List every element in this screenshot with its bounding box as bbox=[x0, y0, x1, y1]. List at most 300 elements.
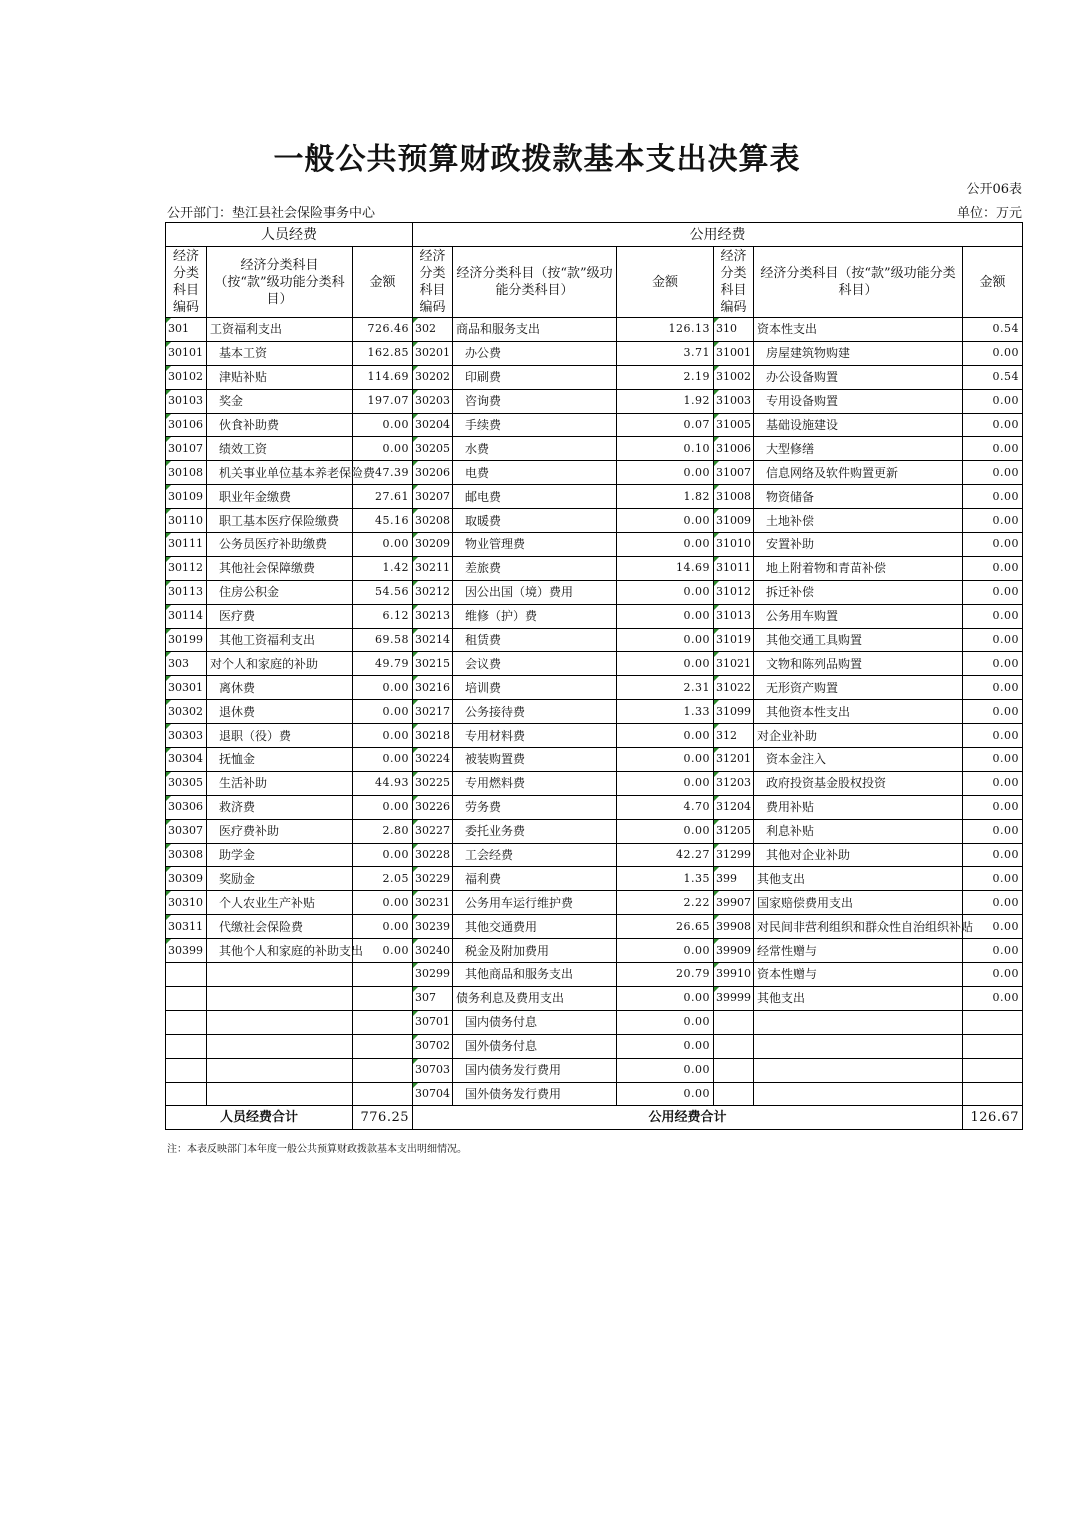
code-cell: 30306 bbox=[166, 795, 207, 819]
amount-cell: 0.00 bbox=[963, 939, 1023, 963]
code-cell bbox=[166, 1058, 207, 1082]
item-name-cell bbox=[207, 1034, 353, 1058]
code-cell: 31012 bbox=[714, 580, 754, 604]
item-name-cell: 工会经费 bbox=[453, 843, 617, 867]
amount-cell: 0.00 bbox=[617, 461, 714, 485]
amount-cell: 0.00 bbox=[963, 771, 1023, 795]
code-cell: 303 bbox=[166, 652, 207, 676]
amount-cell: 0.00 bbox=[617, 652, 714, 676]
item-name-cell: 个人农业生产补贴 bbox=[207, 891, 353, 915]
item-name-cell: 职工基本医疗保险缴费 bbox=[207, 509, 353, 533]
amount-cell: 0.00 bbox=[617, 580, 714, 604]
item-name-cell: 医疗费补助 bbox=[207, 819, 353, 843]
item-name-cell: 办公设备购置 bbox=[754, 365, 963, 389]
amount-cell: 49.79 bbox=[353, 652, 413, 676]
amount-cell: 0.00 bbox=[617, 748, 714, 772]
table-row bbox=[166, 963, 1023, 987]
code-cell: 30702 bbox=[413, 1034, 453, 1058]
amount-cell: 0.00 bbox=[617, 533, 714, 557]
amount-cell: 20.79 bbox=[617, 963, 714, 987]
item-name-cell bbox=[207, 1082, 353, 1106]
amount-cell: 0.00 bbox=[353, 891, 413, 915]
code-cell: 31022 bbox=[714, 676, 754, 700]
expenditure-table bbox=[165, 222, 1023, 1130]
amount-cell: 0.00 bbox=[617, 1082, 714, 1106]
item-name-cell: 其他资本性支出 bbox=[754, 700, 963, 724]
item-name-cell: 专用燃料费 bbox=[453, 771, 617, 795]
amount-cell: 0.00 bbox=[963, 604, 1023, 628]
code-cell: 31203 bbox=[714, 771, 754, 795]
amount-header: 金额 bbox=[617, 247, 714, 318]
amount-cell: 14.69 bbox=[617, 556, 714, 580]
item-name-cell: 住房公积金 bbox=[207, 580, 353, 604]
code-cell: 30309 bbox=[166, 867, 207, 891]
amount-cell: 0.00 bbox=[963, 819, 1023, 843]
personnel-header: 人员经费 bbox=[166, 223, 413, 247]
amount-cell: 0.00 bbox=[963, 389, 1023, 413]
amount-cell: 0.00 bbox=[963, 580, 1023, 604]
amount-cell: 0.00 bbox=[963, 676, 1023, 700]
code-cell: 30305 bbox=[166, 771, 207, 795]
amount-cell: 0.00 bbox=[353, 533, 413, 557]
item-name-cell: 退休费 bbox=[207, 700, 353, 724]
amount-cell: 0.00 bbox=[353, 437, 413, 461]
table-row bbox=[166, 389, 1023, 413]
code-cell: 30701 bbox=[413, 1010, 453, 1034]
code-cell bbox=[166, 1010, 207, 1034]
item-name-cell bbox=[207, 963, 353, 987]
name-header: 经济分类科目（按“款”级功能分类科目） bbox=[207, 247, 353, 318]
item-name-cell: 对企业补助 bbox=[754, 724, 963, 748]
unit-label: 单位：万元 bbox=[956, 206, 1022, 221]
amount-cell: 0.00 bbox=[617, 1058, 714, 1082]
amount-cell: 0.00 bbox=[353, 724, 413, 748]
amount-cell: 0.00 bbox=[963, 915, 1023, 939]
code-cell: 30204 bbox=[413, 413, 453, 437]
item-name-cell: 物资储备 bbox=[754, 485, 963, 509]
amount-cell: 0.00 bbox=[963, 556, 1023, 580]
item-name-cell bbox=[207, 1010, 353, 1034]
item-name-cell: 公务用车运行维护费 bbox=[453, 891, 617, 915]
code-cell: 30111 bbox=[166, 533, 207, 557]
amount-cell: 0.00 bbox=[617, 1010, 714, 1034]
item-name-cell: 土地补偿 bbox=[754, 509, 963, 533]
table-row bbox=[166, 509, 1023, 533]
item-name-cell: 商品和服务支出 bbox=[453, 318, 617, 342]
item-name-cell: 维修（护）费 bbox=[453, 604, 617, 628]
code-cell: 31013 bbox=[714, 604, 754, 628]
table-row bbox=[166, 580, 1023, 604]
name-header: 经济分类科目（按“款”级功能分类科目） bbox=[453, 247, 617, 318]
amount-cell: 0.00 bbox=[963, 748, 1023, 772]
item-name-cell: 对民间非营利组织和群众性自治组织补贴 bbox=[754, 915, 963, 939]
amount-cell bbox=[353, 963, 413, 987]
amount-cell: 6.12 bbox=[353, 604, 413, 628]
table-row bbox=[166, 533, 1023, 557]
amount-cell: 2.22 bbox=[617, 891, 714, 915]
code-cell: 31010 bbox=[714, 533, 754, 557]
code-cell: 302 bbox=[413, 318, 453, 342]
table-row bbox=[166, 485, 1023, 509]
amount-cell: 197.07 bbox=[353, 389, 413, 413]
item-name-cell: 会议费 bbox=[453, 652, 617, 676]
code-cell: 307 bbox=[413, 986, 453, 1010]
item-name-cell: 办公费 bbox=[453, 341, 617, 365]
item-name-cell: 专用设备购置 bbox=[754, 389, 963, 413]
item-name-cell: 其他交通工具购置 bbox=[754, 628, 963, 652]
amount-cell: 0.00 bbox=[963, 724, 1023, 748]
amount-cell: 0.00 bbox=[963, 485, 1023, 509]
item-name-cell: 政府投资基金股权投资 bbox=[754, 771, 963, 795]
amount-cell bbox=[353, 1082, 413, 1106]
amount-cell: 1.92 bbox=[617, 389, 714, 413]
code-cell: 30212 bbox=[413, 580, 453, 604]
amount-cell: 0.00 bbox=[617, 628, 714, 652]
amount-cell: 0.00 bbox=[353, 748, 413, 772]
amount-cell: 0.00 bbox=[617, 509, 714, 533]
code-cell: 31099 bbox=[714, 700, 754, 724]
item-name-cell: 公务用车购置 bbox=[754, 604, 963, 628]
item-name-cell: 大型修缮 bbox=[754, 437, 963, 461]
page-title: 一般公共预算财政拨款基本支出决算表 bbox=[273, 142, 801, 177]
item-name-cell: 邮电费 bbox=[453, 485, 617, 509]
public-total-value: 126.67 bbox=[963, 1106, 1023, 1130]
amount-header: 金额 bbox=[353, 247, 413, 318]
code-cell: 312 bbox=[714, 724, 754, 748]
code-cell: 30103 bbox=[166, 389, 207, 413]
item-name-cell: 差旅费 bbox=[453, 556, 617, 580]
amount-cell bbox=[353, 1010, 413, 1034]
amount-cell: 1.35 bbox=[617, 867, 714, 891]
code-cell: 31009 bbox=[714, 509, 754, 533]
code-cell bbox=[166, 963, 207, 987]
amount-cell: 1.42 bbox=[353, 556, 413, 580]
code-cell: 31021 bbox=[714, 652, 754, 676]
code-cell: 30199 bbox=[166, 628, 207, 652]
amount-cell: 0.07 bbox=[617, 413, 714, 437]
table-row bbox=[166, 1010, 1023, 1034]
amount-cell: 0.00 bbox=[963, 437, 1023, 461]
item-name-cell: 电费 bbox=[453, 461, 617, 485]
code-cell: 30211 bbox=[413, 556, 453, 580]
code-cell: 30228 bbox=[413, 843, 453, 867]
footnote: 注：本表反映部门本年度一般公共预算财政拨款基本支出明细情况。 bbox=[167, 1144, 467, 1155]
item-name-cell: 物业管理费 bbox=[453, 533, 617, 557]
amount-header: 金额 bbox=[963, 247, 1023, 318]
code-cell bbox=[166, 1082, 207, 1106]
code-cell: 31003 bbox=[714, 389, 754, 413]
code-cell: 30206 bbox=[413, 461, 453, 485]
amount-cell: 45.16 bbox=[353, 509, 413, 533]
table-row bbox=[166, 891, 1023, 915]
table-row bbox=[166, 986, 1023, 1010]
item-name-cell: 信息网络及软件购置更新 bbox=[754, 461, 963, 485]
code-cell bbox=[714, 1034, 754, 1058]
item-name-cell: 职业年金缴费 bbox=[207, 485, 353, 509]
table-row bbox=[166, 795, 1023, 819]
code-cell: 30303 bbox=[166, 724, 207, 748]
item-name-cell: 培训费 bbox=[453, 676, 617, 700]
item-name-cell: 债务利息及费用支出 bbox=[453, 986, 617, 1010]
amount-cell: 0.00 bbox=[963, 843, 1023, 867]
name-header: 经济分类科目（按“款”级功能分类科目） bbox=[754, 247, 963, 318]
table-row bbox=[166, 1034, 1023, 1058]
code-cell: 301 bbox=[166, 318, 207, 342]
code-cell: 30225 bbox=[413, 771, 453, 795]
item-name-cell: 其他支出 bbox=[754, 867, 963, 891]
code-cell: 30239 bbox=[413, 915, 453, 939]
amount-cell: 0.00 bbox=[963, 795, 1023, 819]
code-cell: 31204 bbox=[714, 795, 754, 819]
item-name-cell: 公务接待费 bbox=[453, 700, 617, 724]
code-cell: 30213 bbox=[413, 604, 453, 628]
item-name-cell: 资本性支出 bbox=[754, 318, 963, 342]
code-cell: 30301 bbox=[166, 676, 207, 700]
code-cell: 30202 bbox=[413, 365, 453, 389]
amount-cell: 0.00 bbox=[353, 676, 413, 700]
item-name-cell: 机关事业单位基本养老保险费 bbox=[207, 461, 353, 485]
code-cell: 30226 bbox=[413, 795, 453, 819]
item-name-cell bbox=[754, 1010, 963, 1034]
item-name-cell: 津贴补贴 bbox=[207, 365, 353, 389]
table-row bbox=[166, 748, 1023, 772]
code-cell: 31001 bbox=[714, 341, 754, 365]
code-cell bbox=[166, 1034, 207, 1058]
amount-cell: 2.19 bbox=[617, 365, 714, 389]
item-name-cell: 基础设施建设 bbox=[754, 413, 963, 437]
code-cell bbox=[714, 1010, 754, 1034]
amount-cell: 0.00 bbox=[963, 867, 1023, 891]
department-label: 公开部门：垫江县社会保险事务中心 bbox=[167, 206, 376, 221]
item-name-cell: 劳务费 bbox=[453, 795, 617, 819]
code-cell: 30218 bbox=[413, 724, 453, 748]
item-name-cell: 国外债务发行费用 bbox=[453, 1082, 617, 1106]
item-name-cell: 地上附着物和青苗补偿 bbox=[754, 556, 963, 580]
amount-cell bbox=[963, 1082, 1023, 1106]
code-cell: 30311 bbox=[166, 915, 207, 939]
item-name-cell: 委托业务费 bbox=[453, 819, 617, 843]
amount-cell: 162.85 bbox=[353, 341, 413, 365]
code-cell: 30231 bbox=[413, 891, 453, 915]
table-row bbox=[166, 939, 1023, 963]
code-cell: 30114 bbox=[166, 604, 207, 628]
item-name-cell: 其他社会保障缴费 bbox=[207, 556, 353, 580]
amount-cell: 0.00 bbox=[963, 963, 1023, 987]
amount-cell: 0.54 bbox=[963, 365, 1023, 389]
table-row bbox=[166, 867, 1023, 891]
code-cell: 30304 bbox=[166, 748, 207, 772]
table-row bbox=[166, 724, 1023, 748]
amount-cell: 0.00 bbox=[963, 509, 1023, 533]
item-name-cell: 税金及附加费用 bbox=[453, 939, 617, 963]
amount-cell: 0.00 bbox=[617, 1034, 714, 1058]
item-name-cell: 取暖费 bbox=[453, 509, 617, 533]
amount-cell: 126.13 bbox=[617, 318, 714, 342]
amount-cell: 0.00 bbox=[617, 986, 714, 1010]
item-name-cell: 资本金注入 bbox=[754, 748, 963, 772]
item-name-cell: 奖励金 bbox=[207, 867, 353, 891]
item-name-cell: 手续费 bbox=[453, 413, 617, 437]
item-name-cell: 国内债务发行费用 bbox=[453, 1058, 617, 1082]
table-row bbox=[166, 413, 1023, 437]
code-cell: 31201 bbox=[714, 748, 754, 772]
item-name-cell: 抚恤金 bbox=[207, 748, 353, 772]
amount-cell: 0.00 bbox=[353, 795, 413, 819]
item-name-cell: 对个人和家庭的补助 bbox=[207, 652, 353, 676]
code-cell: 30101 bbox=[166, 341, 207, 365]
code-cell: 30112 bbox=[166, 556, 207, 580]
amount-cell: 0.00 bbox=[963, 700, 1023, 724]
item-name-cell: 房屋建筑物购建 bbox=[754, 341, 963, 365]
code-cell: 30240 bbox=[413, 939, 453, 963]
code-cell: 30109 bbox=[166, 485, 207, 509]
table-row bbox=[166, 556, 1023, 580]
item-name-cell: 因公出国（境）费用 bbox=[453, 580, 617, 604]
code-cell: 30106 bbox=[166, 413, 207, 437]
code-cell: 30217 bbox=[413, 700, 453, 724]
amount-cell: 54.56 bbox=[353, 580, 413, 604]
code-cell: 31011 bbox=[714, 556, 754, 580]
amount-cell: 0.00 bbox=[353, 939, 413, 963]
amount-cell: 0.00 bbox=[353, 843, 413, 867]
amount-cell: 27.61 bbox=[353, 485, 413, 509]
amount-cell: 44.93 bbox=[353, 771, 413, 795]
amount-cell: 0.00 bbox=[963, 461, 1023, 485]
code-cell: 30108 bbox=[166, 461, 207, 485]
item-name-cell: 医疗费 bbox=[207, 604, 353, 628]
item-name-cell: 离休费 bbox=[207, 676, 353, 700]
form-number: 公开06表 bbox=[966, 182, 1022, 197]
table-row bbox=[166, 771, 1023, 795]
code-cell: 39907 bbox=[714, 891, 754, 915]
item-name-cell: 退职（役）费 bbox=[207, 724, 353, 748]
code-cell bbox=[166, 986, 207, 1010]
public-total-label: 公用经费合计 bbox=[413, 1106, 963, 1130]
amount-cell: 2.05 bbox=[353, 867, 413, 891]
amount-cell: 0.00 bbox=[963, 341, 1023, 365]
code-header: 经济分类科目编码 bbox=[166, 247, 207, 318]
item-name-cell: 国内债务付息 bbox=[453, 1010, 617, 1034]
amount-cell: 0.00 bbox=[353, 700, 413, 724]
table-row bbox=[166, 365, 1023, 389]
code-cell: 30299 bbox=[413, 963, 453, 987]
item-name-cell: 工资福利支出 bbox=[207, 318, 353, 342]
item-name-cell: 其他个人和家庭的补助支出 bbox=[207, 939, 353, 963]
amount-cell bbox=[353, 1034, 413, 1058]
item-name-cell: 基本工资 bbox=[207, 341, 353, 365]
amount-cell: 26.65 bbox=[617, 915, 714, 939]
item-name-cell: 文物和陈列品购置 bbox=[754, 652, 963, 676]
amount-cell: 1.33 bbox=[617, 700, 714, 724]
amount-cell: 0.00 bbox=[963, 986, 1023, 1010]
code-cell: 30205 bbox=[413, 437, 453, 461]
code-cell: 31205 bbox=[714, 819, 754, 843]
column-header-row bbox=[166, 247, 1023, 318]
amount-cell: 2.31 bbox=[617, 676, 714, 700]
table-row bbox=[166, 437, 1023, 461]
code-cell: 30110 bbox=[166, 509, 207, 533]
amount-cell: 0.00 bbox=[963, 628, 1023, 652]
code-cell: 30107 bbox=[166, 437, 207, 461]
item-name-cell: 被装购置费 bbox=[453, 748, 617, 772]
code-cell: 31006 bbox=[714, 437, 754, 461]
code-cell: 30399 bbox=[166, 939, 207, 963]
amount-cell bbox=[353, 1058, 413, 1082]
amount-cell bbox=[963, 1058, 1023, 1082]
code-cell: 30203 bbox=[413, 389, 453, 413]
code-cell: 30308 bbox=[166, 843, 207, 867]
item-name-cell: 专用材料费 bbox=[453, 724, 617, 748]
code-cell: 31007 bbox=[714, 461, 754, 485]
item-name-cell: 国家赔偿费用支出 bbox=[754, 891, 963, 915]
amount-cell: 69.58 bbox=[353, 628, 413, 652]
item-name-cell: 伙食补助费 bbox=[207, 413, 353, 437]
amount-cell: 0.00 bbox=[617, 939, 714, 963]
code-cell: 31005 bbox=[714, 413, 754, 437]
table-row bbox=[166, 843, 1023, 867]
item-name-cell: 生活补助 bbox=[207, 771, 353, 795]
table-row bbox=[166, 1082, 1023, 1106]
amount-cell: 2.80 bbox=[353, 819, 413, 843]
item-name-cell: 拆迁补偿 bbox=[754, 580, 963, 604]
code-cell: 30229 bbox=[413, 867, 453, 891]
item-name-cell: 安置补助 bbox=[754, 533, 963, 557]
table-row bbox=[166, 700, 1023, 724]
item-name-cell: 代缴社会保险费 bbox=[207, 915, 353, 939]
table-row bbox=[166, 318, 1023, 342]
amount-cell: 0.00 bbox=[617, 604, 714, 628]
item-name-cell: 救济费 bbox=[207, 795, 353, 819]
code-cell: 399 bbox=[714, 867, 754, 891]
amount-cell bbox=[963, 1034, 1023, 1058]
group-header-row bbox=[166, 223, 1023, 247]
code-cell: 39908 bbox=[714, 915, 754, 939]
personnel-total-value: 776.25 bbox=[353, 1106, 413, 1130]
item-name-cell: 费用补贴 bbox=[754, 795, 963, 819]
code-cell: 39910 bbox=[714, 963, 754, 987]
amount-cell: 0.00 bbox=[353, 413, 413, 437]
item-name-cell: 福利费 bbox=[453, 867, 617, 891]
amount-cell: 3.71 bbox=[617, 341, 714, 365]
code-cell: 30208 bbox=[413, 509, 453, 533]
table-row bbox=[166, 652, 1023, 676]
code-header: 经济分类科目编码 bbox=[714, 247, 754, 318]
code-cell: 30224 bbox=[413, 748, 453, 772]
code-cell: 30201 bbox=[413, 341, 453, 365]
item-name-cell: 咨询费 bbox=[453, 389, 617, 413]
amount-cell: 0.10 bbox=[617, 437, 714, 461]
amount-cell bbox=[963, 1010, 1023, 1034]
amount-cell: 1.82 bbox=[617, 485, 714, 509]
totals-row bbox=[166, 1106, 1023, 1130]
amount-cell: 0.00 bbox=[963, 413, 1023, 437]
amount-cell: 114.69 bbox=[353, 365, 413, 389]
item-name-cell: 印刷费 bbox=[453, 365, 617, 389]
code-cell: 31299 bbox=[714, 843, 754, 867]
table-row bbox=[166, 341, 1023, 365]
table-row bbox=[166, 461, 1023, 485]
code-cell: 30209 bbox=[413, 533, 453, 557]
item-name-cell: 资本性赠与 bbox=[754, 963, 963, 987]
table-row bbox=[166, 628, 1023, 652]
item-name-cell: 其他对企业补助 bbox=[754, 843, 963, 867]
item-name-cell bbox=[207, 1058, 353, 1082]
code-cell: 30703 bbox=[413, 1058, 453, 1082]
item-name-cell bbox=[754, 1034, 963, 1058]
code-cell: 30214 bbox=[413, 628, 453, 652]
code-cell: 30207 bbox=[413, 485, 453, 509]
item-name-cell: 其他支出 bbox=[754, 986, 963, 1010]
